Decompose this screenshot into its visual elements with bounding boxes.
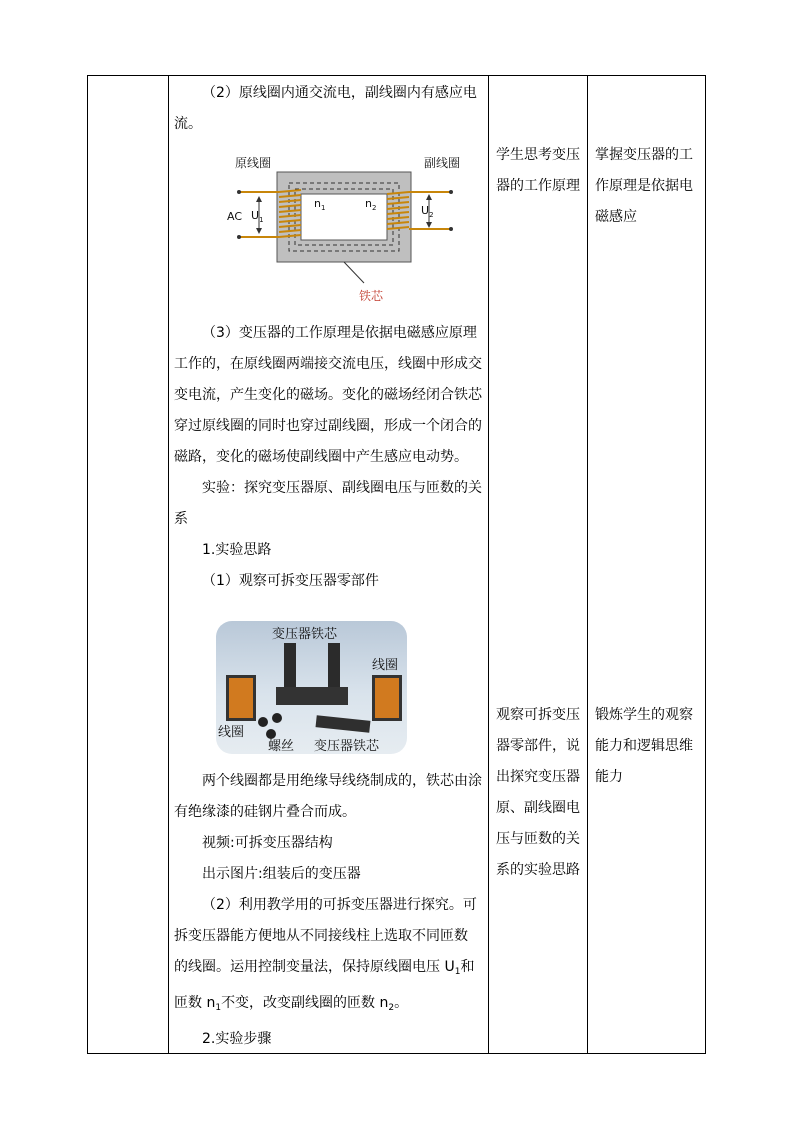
cell-text: 压与匝数的关 [496,831,580,847]
core-label: 铁芯 [359,289,384,303]
section-heading: 1.实验思路 [202,542,272,558]
core-bar [316,715,371,733]
paragraph: （3）变压器的工作原理是依据电磁感应原理 [202,325,477,341]
terminal [237,235,241,239]
cell-text: 磁感应 [595,209,637,225]
paragraph: 匝数 $n_1$不变，改变副线圈的匝数 $n_2$。 [174,995,409,1013]
arrow-head [256,228,262,234]
arrow-head [426,222,432,228]
u1-label: $U_1$ [251,209,264,224]
cell-text: 能力和逻辑思维 [595,738,693,754]
lesson-table [87,75,706,1054]
cell-text: 系的实验思路 [496,862,580,878]
cell-text: 器零部件，说 [496,738,580,754]
section-heading: 2.实验步骤 [202,1031,272,1047]
cell-text: 掌握变压器的工 [595,147,693,163]
cell-text: 原、副线圈电 [496,800,580,816]
paragraph: 实验：探究变压器原、副线圈电压与匝数的关 [202,480,482,496]
terminal [449,227,453,231]
u-core [284,643,296,691]
photo-label-coil-left: 线圈 [218,725,245,740]
arrow-head [426,194,432,200]
paragraph: （2）利用教学用的可拆变压器进行探究。可 [202,897,477,913]
photo-label-core-top: 变压器铁芯 [272,627,338,642]
paragraph: 拆变压器能方便地从不同接线柱上选取不同匝数 [174,928,468,944]
u-core-base [276,687,348,705]
paragraph: 两个线圈都是用绝缘导线绕制成的，铁芯由涂 [202,773,482,789]
teaching-content [169,76,488,597]
ac-label: AC [227,210,243,223]
transformer-diagram [169,140,488,310]
primary-coil-label: 原线圈 [235,156,272,170]
paragraph: 有绝缘漆的硅钢片叠合而成。 [174,804,356,820]
secondary-coil-label: 副线圈 [424,156,461,170]
paragraph: 的线圈。运用控制变量法，保持原线圈电压 $U_1$和 [174,959,475,977]
coil-left [226,675,256,721]
design-intent-2 [589,700,718,793]
cell-text: 出探究变压器 [496,769,580,785]
terminal [449,190,453,194]
u-core [328,643,340,691]
paragraph: 变电流，产生变化的磁场。变化的磁场经闭合铁芯 [174,387,482,403]
paragraph: 出示图片:组装后的变压器 [202,866,361,882]
cell-text: 作原理是依据电 [595,178,693,194]
teaching-content-lower [169,766,488,1055]
paragraph: 流。 [174,116,202,132]
paragraph: 视频:可拆变压器结构 [202,835,333,851]
paragraph: 系 [174,511,188,527]
n2-label: $n_2$ [365,197,377,212]
column-divider [587,76,588,1053]
cell-text: 能力 [595,769,623,785]
photo-label-core-bottom: 变压器铁芯 [314,739,380,754]
student-activity-2 [490,700,600,886]
screw [272,713,282,723]
screw [258,717,268,727]
photo-label-coil-right: 线圈 [372,658,399,673]
column-divider [488,76,489,1053]
cell-text: 学生思考变压 [496,147,580,163]
core-leader [344,262,364,283]
paragraph: 工作的，在原线圈两端接交流电压，线圈中形成交 [174,356,482,372]
photo-label-screw: 螺丝 [268,739,295,754]
cell-text: 器的工作原理 [496,178,580,194]
coil-right [372,675,402,721]
paragraph: （1）观察可拆变压器零部件 [202,573,379,589]
design-intent-1 [589,140,718,233]
u2-label: $U_2$ [421,204,434,219]
transformer-parts-photo [216,621,407,754]
terminal [237,190,241,194]
paragraph: 磁路，变化的磁场使副线圈中产生感应电动势。 [174,449,468,465]
n1-label: $n_1$ [314,197,326,212]
paragraph: （2）原线圈内通交流电，副线圈内有感应电 [202,85,477,101]
cell-text: 锻炼学生的观察 [595,707,693,723]
student-activity-1 [490,140,600,202]
paragraph: 穿过原线圈的同时也穿过副线圈，形成一个闭合的 [174,418,482,434]
cell-text: 观察可拆变压 [496,707,580,723]
arrow-head [256,196,262,202]
